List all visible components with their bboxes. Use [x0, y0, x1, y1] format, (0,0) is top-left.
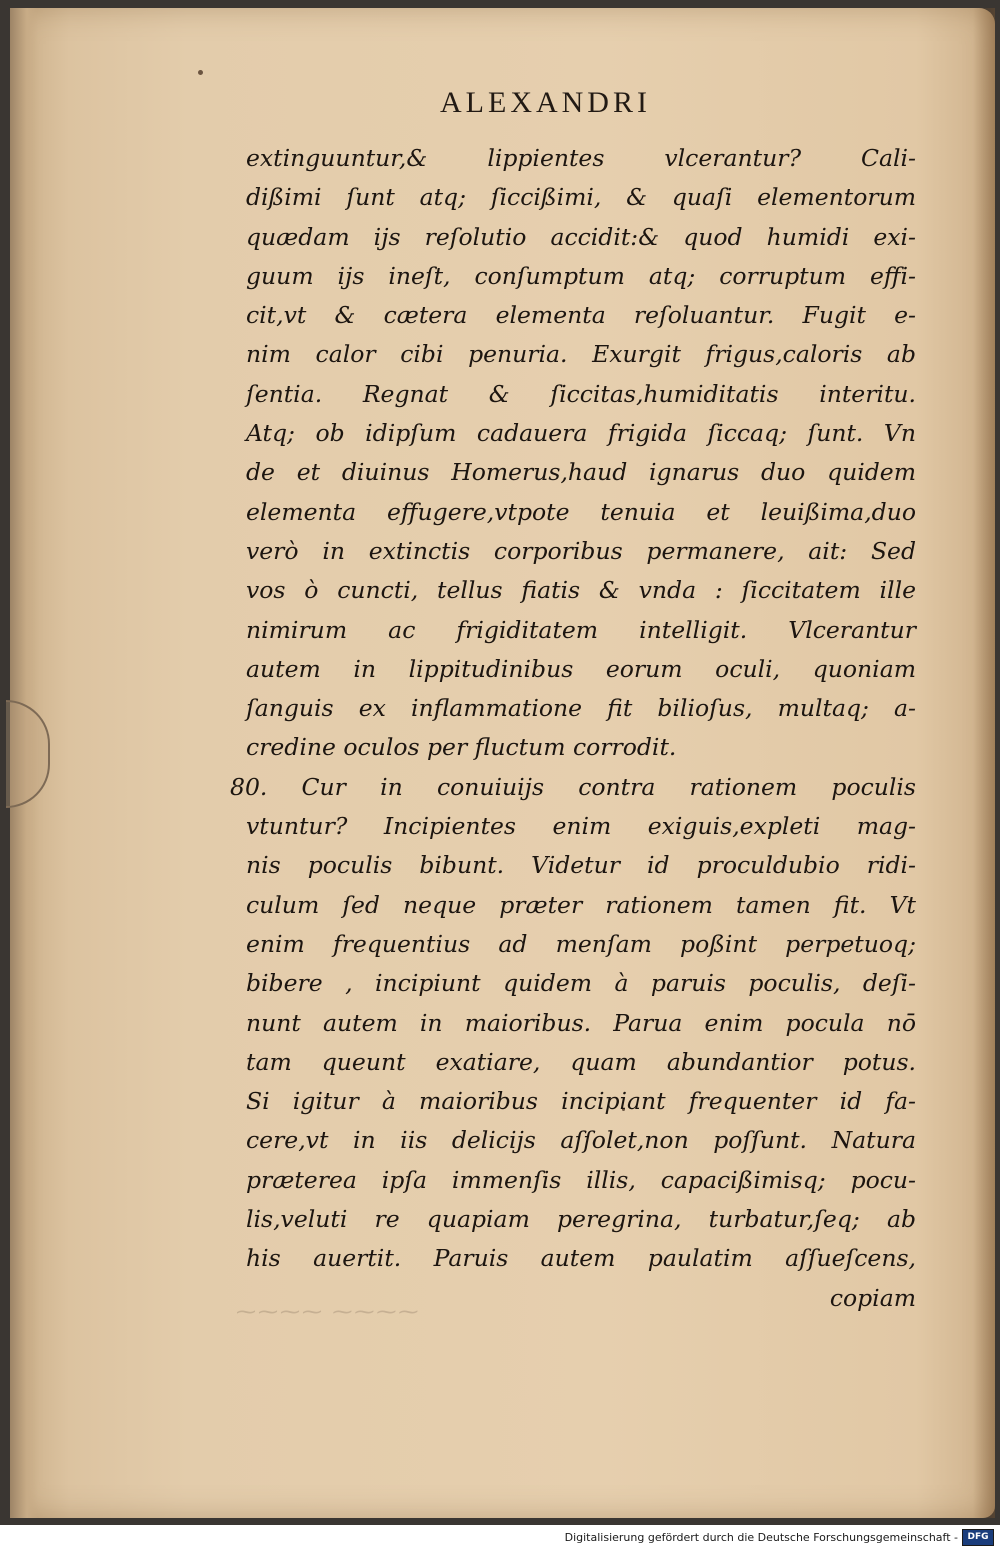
text-line: cit,vt & cætera elementa reſoluantur. Fugit e- — [246, 301, 916, 330]
funding-credit: Digitalisierung gefördert durch die Deutsche Forschungsgemeinschaft - — [564, 1531, 958, 1544]
dfg-logo-icon: DFG — [962, 1529, 994, 1546]
page-edge-shadow — [973, 8, 995, 1518]
text-line: enim frequentius ad menſam poßint perpetuoq; — [246, 929, 916, 958]
digitization-footer — [0, 1525, 1000, 1550]
text-line: credine oculos per fluctum corrodit. — [246, 733, 677, 762]
text-line: extinguuntur,& lippientes vlcerantur? Cali- — [246, 144, 916, 172]
text-line: nis poculis bibunt. Videtur id proculdubio ridi- — [246, 851, 916, 880]
text-line: Si igitur à maioribus incipiant frequenter id fa- — [246, 1087, 916, 1116]
text-line: cere,vt in iis delicijs aſſolet,non poſſunt. Natura — [246, 1126, 916, 1155]
section-heading-line: 80. Cur in conuiuijs contra rationem poculis — [230, 772, 916, 801]
text-line: lis,veluti re quapiam peregrina, turbatur,ſeq; ab — [246, 1205, 916, 1234]
book-page — [10, 8, 995, 1518]
text-line: bibere , incipiunt quidem à paruis poculis, deſi- — [246, 969, 916, 998]
text-line: ſanguis ex inflammatione fit bilioſus, multaq; a- — [246, 694, 916, 723]
text-line: Atq; ob idipſum cadauera frigida ſiccaq; ſunt. Vn — [246, 419, 916, 448]
catchword: copiam — [829, 1283, 916, 1312]
text-line: his auertit. Paruis autem paulatim aſſueſcens, — [246, 1244, 916, 1273]
text-line: vtuntur? Incipientes enim exiguis,expleti mag- — [246, 812, 916, 841]
text-line: de et diuinus Homerus,haud ignarus duo quidem — [246, 458, 916, 487]
text-line: præterea ipſa immenſis illis, capacißimisq; pocu- — [246, 1165, 916, 1194]
text-line: guum ijs ineſt, conſumptum atq; corruptum effi- — [246, 261, 916, 290]
text-line: ſentia. Regnat & ſiccitas,humiditatis interitu. — [246, 379, 916, 408]
text-line: culum ſed neque præter rationem tamen fit. Vt — [246, 890, 916, 919]
running-head: ALEXANDRI — [440, 86, 651, 119]
text-line: tam queunt exatiare, quam abundantior potus. — [246, 1047, 916, 1076]
text-line: quædam ijs reſolutio accidit:& quod humidi exi- — [246, 222, 916, 251]
page-tab-marker — [6, 700, 50, 808]
text-line: autem in lippitudinibus eorum oculi, quoniam — [246, 654, 916, 683]
text-line: vos ò cuncti, tellus fiatis & vnda : ſiccitatem ille — [246, 576, 916, 605]
bleed-through-mark: ⁓⁓⁓⁓ ⁓⁓⁓⁓ — [236, 1299, 421, 1323]
page-text-block — [230, 139, 916, 1318]
text-line: nunt autem in maioribus. Parua enim pocula nō — [246, 1008, 916, 1037]
text-line: elementa effugere,vtpote tenuia et leuißima,duo — [246, 497, 916, 526]
text-line: nimirum ac frigiditatem intelligit. Vlcerantur — [246, 615, 916, 644]
text-line: verò in extinctis corporibus permanere, ait: Sed — [246, 536, 916, 565]
paper-speck — [198, 70, 203, 75]
text-line: dißimi ſunt atq; ſiccißimi, & quaſi elementorum — [246, 183, 916, 212]
text-line: nim calor cibi penuria. Exurgit frigus,caloris ab — [246, 340, 916, 369]
